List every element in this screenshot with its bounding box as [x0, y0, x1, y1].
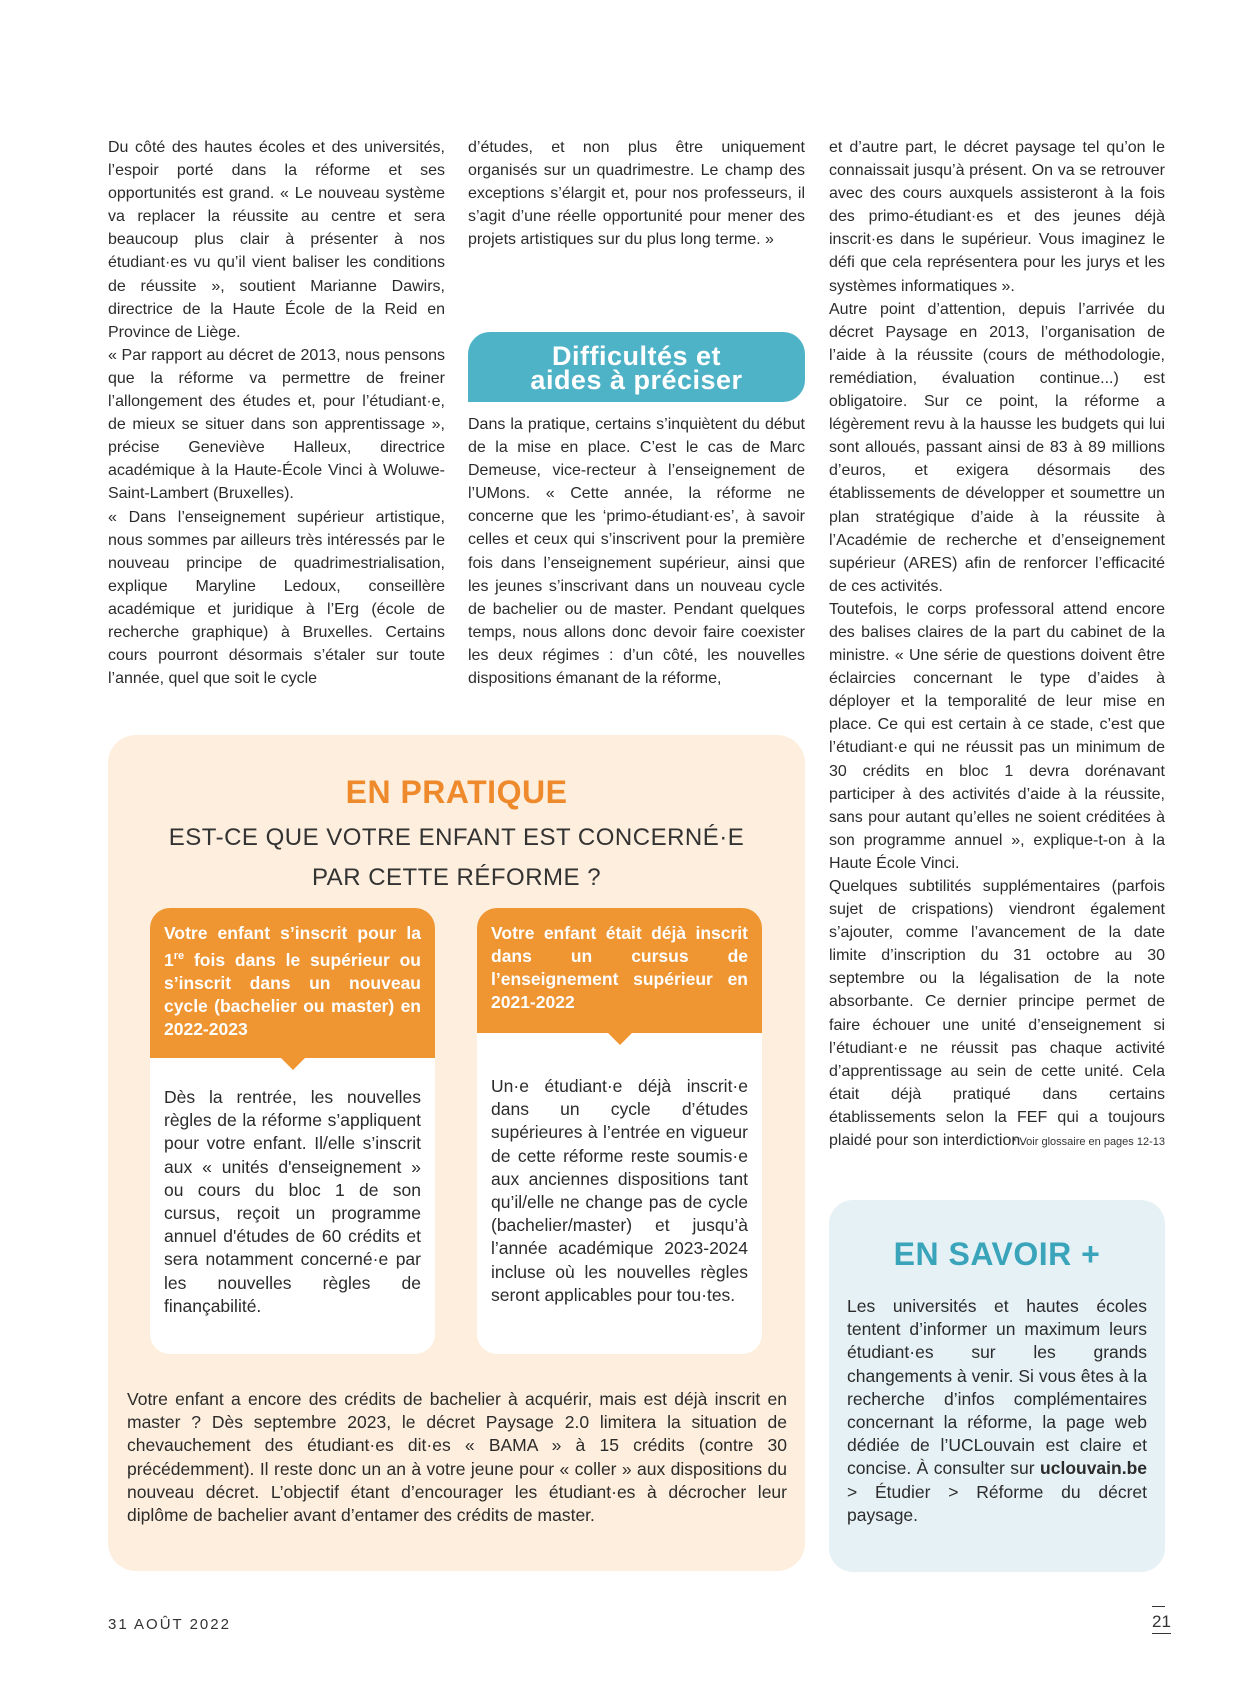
paragraph: Autre point d’attention, depuis l’arrivée du décret Paysage en 2013, l’organisation de l’aide à la réussite (cours de méthodologie, remédiation, évaluation continue...) est obligatoire. Sur ce point, la réforme a légèrement revu à la hausse les budgets qui lui sont alloués, passant ainsi de 83 à 89 millions d’euros, et exigera désormais des établissements de développer et soumettre un plan stratégique d’aide à la réussite à l’Académie de recherche et d’enseignement supérieur (ARES) afin de renforcer l’efficacité de ces activités.	[829, 300, 1165, 595]
pratique-card-new-student	[150, 908, 435, 1354]
card-body: Dès la rentrée, les nouvelles règles de la réforme s’appliquent pour votre enfant. Il/elle s’inscrit aux « unités d'enseignement » ou cours du bloc 1 de son cursus, reçoit un programme annuel d'études de 60 crédits et sera notamment concerné·e par les nouvelles règles de finançabilité.	[164, 1087, 421, 1316]
pratique-subtitle-line: PAR CETTE RÉFORME ?	[311, 864, 602, 891]
card-header-superscript: re	[173, 950, 185, 962]
savoir-title: EN SAVOIR +	[893, 1236, 1101, 1272]
footer-date: 31 AOÛT 2022	[108, 1616, 231, 1633]
paragraph: Dans la pratique, certains s’inquiètent du début de la mise en place. C’est le cas de Marc Demeuse, vice-recteur à l’enseignement de l’UMons. « Cette année, la réforme ne concerne que les ‘primo-étudiant·es’, à savoir celles et ceux qui s’inscrivent pour la première fois dans l’enseignement supérieur, ainsi que les jeunes s’inscrivant dans un nouveau cycle de bachelier ou de master. Pendant quelques temps, nous allons donc devoir faire coexister les deux régimes : d’un côté, les nouvelles dispositions émanant de la réforme,	[468, 416, 805, 688]
paragraph: Toutefois, le corps professoral attend encore des balises claires de la part du cabinet de la ministre. « Une série de questions doivent être éclaircies concernant le type d’aides à déployer et la temporalité de leur mise en place. Ce qui est certain à ce stade, c’est que l’étudiant·e qui ne réussit pas un minimum de 30 crédits en bloc 1 devra dorénavant participer à des activités d’aide à la réussite, sans pour autant qu’elles ne soient créditées à son programme annuel », explique-t-on à la Haute École Vinci.	[829, 600, 1165, 872]
paragraph: Du côté des hautes écoles et des universités, l’espoir porté dans la réforme et ses opportunités est grand. « Le nouveau système va replacer la réussite au centre et sera beaucoup plus clair à présenter à nos étudiant·es vu qu’il vient baliser les conditions de réussite », soutient Marianne Dawirs, directrice de la Haute École de la Reid en Province de Liège.	[108, 139, 445, 341]
card-header: Votre enfant était déjà inscrit dans un cursus de l’enseignement supérieur en 2021-2022	[477, 908, 762, 1033]
pratique-subtitle-line: EST-CE QUE VOTRE ENFANT EST CONCERNÉ·E	[168, 824, 745, 851]
section-title-line: Difficultés et	[551, 341, 722, 371]
glossary-note: * Voir glossaire en pages 12-13	[1012, 1136, 1165, 1148]
paragraph: « Par rapport au décret de 2013, nous pensons que la réforme va permettre de freiner l’allongement des études et, pour l’étudiant·e, de mieux se situer dans son apprentissage », précise Geneviève Halleux, directrice académique à la Haute-École Vinci à Woluwe-Saint-Lambert (Bruxelles).	[108, 346, 445, 503]
card-header-text: fois dans le supérieur ou s’inscrit dans un nouveau cycle (bachelier ou master) en 2022-2023	[164, 949, 421, 1039]
article-column-middle-top	[468, 136, 805, 251]
card-header	[150, 908, 435, 1058]
article-column-right	[829, 136, 1165, 1152]
savoir-text: > Étudier > Réforme du décret paysage.	[847, 1481, 1147, 1525]
savoir-text: Les universités et hautes écoles tentent d’informer un maximum leurs étudiant·es sur les grands changements à venir. Si vous êtes à la recherche d’infos complémentaires concernant la réforme, la page web dédiée de l’UCLouvain est claire et concise. À consulter sur	[847, 1296, 1147, 1479]
paragraph: et d’autre part, le décret paysage tel qu’on le connaissait jusqu’à présent. On va se retrouver avec des cours auxquels assisteront à la fois des primo-étudiant·es et des jeunes déjà inscrit·es dans le supérieur. Vous imaginez le défi que cela représentera pour les jurys et les systèmes informatiques ».	[829, 139, 1165, 295]
savoir-body	[847, 1295, 1147, 1527]
pratique-subtitle	[108, 818, 805, 898]
article-column-middle-bottom	[468, 413, 805, 690]
article-column-left	[108, 136, 445, 690]
paragraph: « Dans l’enseignement supérieur artistique, nous sommes par ailleurs très intéressés par le nouveau principe de quadrimestrialisation, explique Maryline Ledoux, conseillère académique et juridique à l’Erg (école de recherche graphique) à Bruxelles. Certains cours pourront désormais s’étaler sur toute l’année, quel que soit le cycle	[108, 508, 445, 688]
paragraph: d’études, et non plus être uniquement organisés sur un quadrimestre. Le champ des exceptions s’élargit et, pour nos professeurs, il s’agit d’une réelle opportunité pour mener des projets artistiques sur du plus long terme. »	[468, 139, 805, 249]
section-title	[468, 332, 805, 402]
page-number: 21	[1152, 1612, 1171, 1634]
uclouvain-link[interactable]: uclouvain.be	[1040, 1458, 1147, 1479]
pratique-card-enrolled-student	[477, 908, 762, 1354]
pratique-note: Votre enfant a encore des crédits de bachelier à acquérir, mais est déjà inscrit en master ? Dès septembre 2023, le décret Paysage 2.0 limitera la situation de chevauchement des étudiant·es dit·es « BAMA » à 15 crédits (contre 30 précédemment). Il reste donc un an à votre jeune pour « coller » aux dispositions du nouveau décret. L’objectif étant d’encourager les étudiant·es à décrocher leur diplôme de bachelier avant d’entamer des crédits de master.	[127, 1389, 787, 1526]
pratique-title: EN PRATIQUE	[345, 774, 568, 810]
card-header-text: Votre enfant s’inscrit pour la 1	[164, 923, 421, 970]
card-body: Un·e étudiant·e déjà inscrit·e dans un cycle d’études supérieures à l’entrée en vigueur de cette réforme reste soumis·e aux anciennes dispositions tant qu’il/elle ne change pas de cycle (bachelier/master) et jusqu’à l’année académique 2023-2024 incluse où les nouvelles règles seront applicables pour tou·tes.	[491, 1076, 748, 1305]
paragraph: Quelques subtilités supplémentaires (parfois sujet de crispations) viendront également s’ajouter, comme l’avancement de la date limite d’inscription du 31 octobre au 30 septembre ou la légalisation de la note absorbante. Ce dernier principe permet de faire échouer une unité d’enseignement si l’étudiant·e ne réussit pas chaque activité d’apprentissage au sein de cette unité. Cela était déjà pratiqué dans certains établissements selon la FEF qui a toujours plaidé pour son interdiction.	[829, 878, 1165, 1150]
section-title-line: aides à préciser	[530, 365, 743, 395]
